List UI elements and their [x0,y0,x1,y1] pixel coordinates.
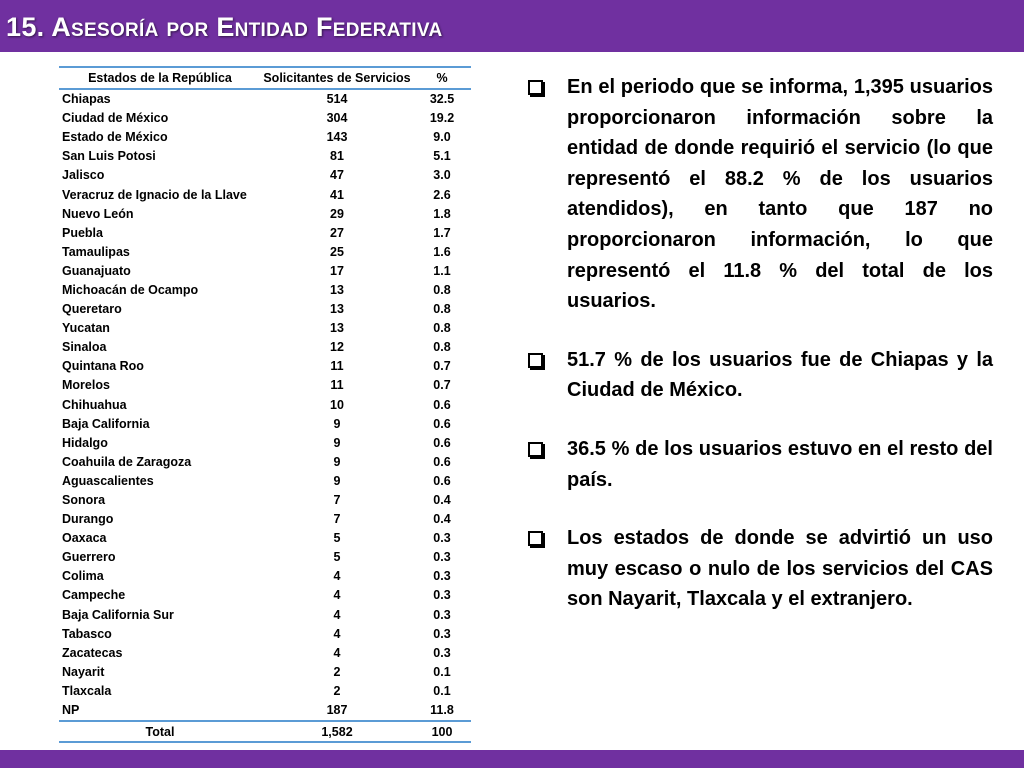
table-row [59,586,471,605]
state-cell: Nayarit [62,664,105,679]
bullet-item [525,345,993,406]
bullet-text: Los estados de donde se advirtió un uso muy escaso o nulo de los servicios del CAS son Nayarit, Tlaxcala y el extranjero. [567,527,993,611]
slide-title: 15. Asesoría por Entidad Federativa [6,12,443,42]
state-cell: Campeche [62,588,126,603]
percent-cell: 2.6 [433,187,451,202]
table-row [59,453,471,472]
percent-cell: 0.3 [433,626,451,641]
table-row [59,415,471,434]
requests-cell: 5 [333,550,341,565]
table-row [59,185,471,204]
state-cell: Coahuila de Zaragoza [62,454,192,469]
requests-cell: 27 [330,225,344,240]
table-row [59,701,471,721]
table-row [59,396,471,415]
table-row [59,376,471,395]
table-body [59,89,471,721]
bullet-item [525,434,993,495]
checkbox-icon [528,353,543,368]
requests-cell: 11 [330,359,344,374]
requests-cell: 2 [333,683,341,698]
percent-cell: 0.6 [433,416,451,431]
requests-cell: 4 [333,569,341,584]
table-row [59,147,471,166]
table-total-row [59,721,471,742]
requests-cell: 81 [330,149,344,164]
total-label: Total [59,721,261,742]
requests-cell: 12 [330,340,344,355]
state-cell: Aguascalientes [62,473,154,488]
percent-cell: 0.7 [433,378,451,393]
state-cell: Michoacán de Ocampo [62,282,199,297]
table-row [59,548,471,567]
requests-cell: 10 [330,397,344,412]
state-cell: Colima [62,569,104,584]
table-header-row [59,67,471,89]
state-cell: Baja California Sur [62,607,174,622]
state-cell: Chiapas [62,92,111,107]
table-row [59,510,471,529]
percent-cell: 0.3 [433,607,451,622]
requests-cell: 143 [326,130,348,145]
bullet-text: 51.7 % de los usuarios fue de Chiapas y la Ciudad de México. [567,348,993,402]
requests-cell: 13 [330,302,344,317]
table-row [59,89,471,109]
table-row [59,472,471,491]
percent-cell: 0.3 [433,550,451,565]
table-row [59,567,471,586]
title-bar [0,0,1024,52]
percent-cell: 1.7 [433,225,451,240]
table-row [59,357,471,376]
requests-cell: 11 [330,378,344,393]
state-cell: Tabasco [62,626,112,641]
state-cell: Chihuahua [62,397,127,412]
state-cell: Durango [62,512,114,527]
requests-cell: 7 [333,512,341,527]
requests-cell: 4 [333,626,341,641]
percent-cell: 0.3 [433,569,451,584]
percent-cell: 0.3 [433,531,451,546]
requests-cell: 187 [326,703,348,718]
requests-cell: 9 [333,435,341,450]
percent-cell: 0.4 [433,493,451,508]
table-row [59,529,471,548]
percent-cell: 0.6 [433,473,451,488]
total-percent: 100 [413,721,471,742]
state-cell: Guerrero [62,550,116,565]
checkbox-icon [528,531,543,546]
requests-cell: 4 [333,588,341,603]
requests-cell: 2 [333,664,341,679]
state-cell: Zacatecas [62,645,123,660]
header-requests: Solicitantes de Servicios [261,67,413,89]
percent-cell: 0.3 [433,645,451,660]
requests-cell: 304 [326,111,348,126]
requests-cell: 5 [333,531,341,546]
bullet-item [525,523,993,615]
percent-cell: 19.2 [429,111,455,126]
header-state: Estados de la República [59,67,261,89]
state-cell: Jalisco [62,168,105,183]
header-percent: % [413,67,471,89]
state-cell: Tlaxcala [62,683,112,698]
percent-cell: 9.0 [433,130,451,145]
checkbox-icon [528,80,543,95]
percent-cell: 0.4 [433,512,451,527]
state-cell: Ciudad de México [62,111,169,126]
table-row [59,682,471,701]
requests-cell: 17 [330,263,344,278]
table-row [59,128,471,147]
requests-cell: 41 [330,187,344,202]
percent-cell: 0.7 [433,359,451,374]
percent-cell: 1.1 [433,263,451,278]
percent-cell: 1.8 [433,206,451,221]
percent-cell: 0.6 [433,454,451,469]
table-row [59,338,471,357]
requests-cell: 13 [330,282,344,297]
table-row [59,644,471,663]
state-cell: Queretaro [62,302,122,317]
state-cell: Yucatan [62,321,110,336]
requests-cell: 9 [333,454,341,469]
state-cell: Veracruz de Ignacio de la Llave [62,187,247,202]
state-cell: Guanajuato [62,263,131,278]
percent-cell: 0.1 [433,664,451,679]
state-cell: Baja California [62,416,150,431]
requests-cell: 4 [333,645,341,660]
state-cell: San Luis Potosi [62,149,156,164]
table-row [59,606,471,625]
requests-cell: 9 [333,416,341,431]
percent-cell: 1.6 [433,244,451,259]
table-row [59,434,471,453]
state-cell: Sonora [62,493,106,508]
state-cell: Oaxaca [62,531,107,546]
requests-cell: 514 [326,92,348,107]
table-row [59,491,471,510]
requests-cell: 29 [330,206,344,221]
table-row [59,243,471,262]
state-cell: Tamaulipas [62,244,130,259]
percent-cell: 0.3 [433,588,451,603]
state-cell: Sinaloa [62,340,107,355]
percent-cell: 5.1 [433,149,451,164]
table-row [59,281,471,300]
percent-cell: 0.6 [433,435,451,450]
percent-cell: 11.8 [430,703,454,718]
state-cell: Hidalgo [62,435,108,450]
table-row [59,319,471,338]
percent-cell: 0.8 [433,321,451,336]
requests-cell: 7 [333,493,341,508]
percent-cell: 0.6 [433,397,451,412]
state-cell: NP [62,703,80,718]
states-table-container [59,66,471,743]
table-row [59,625,471,644]
percent-cell: 32.5 [429,92,455,107]
table-row [59,166,471,185]
bottom-bar [0,750,1024,768]
state-cell: Puebla [62,225,103,240]
table-row [59,300,471,319]
state-cell: Estado de México [62,130,168,145]
checkbox-icon [528,442,543,457]
percent-cell: 0.1 [433,683,451,698]
state-cell: Nuevo León [62,206,134,221]
requests-cell: 4 [333,607,341,622]
requests-cell: 47 [330,168,344,183]
percent-cell: 0.8 [433,302,451,317]
bullet-text: En el periodo que se informa, 1,395 usuarios proporcionaron información sobre la entidad de donde requirió el servicio (lo que representó el 88.2 % de los usuarios atendidos), en tanto que 187 no proporcionaron información, lo que representó el 11.8 % del total de los usuarios. [567,76,993,313]
table-row [59,109,471,128]
percent-cell: 0.8 [433,340,451,355]
states-table [59,66,471,743]
total-count: 1,582 [261,721,413,742]
table-row [59,663,471,682]
table-row [59,224,471,243]
requests-cell: 25 [330,244,344,259]
table-row [59,262,471,281]
requests-cell: 13 [330,321,344,336]
summary-bullets [525,72,993,643]
percent-cell: 3.0 [433,168,451,183]
percent-cell: 0.8 [433,282,451,297]
state-cell: Morelos [62,378,110,393]
state-cell: Quintana Roo [62,359,144,374]
table-row [59,205,471,224]
requests-cell: 9 [333,473,341,488]
bullet-item [525,72,993,317]
bullet-text: 36.5 % de los usuarios estuvo en el resto del país. [567,437,993,491]
